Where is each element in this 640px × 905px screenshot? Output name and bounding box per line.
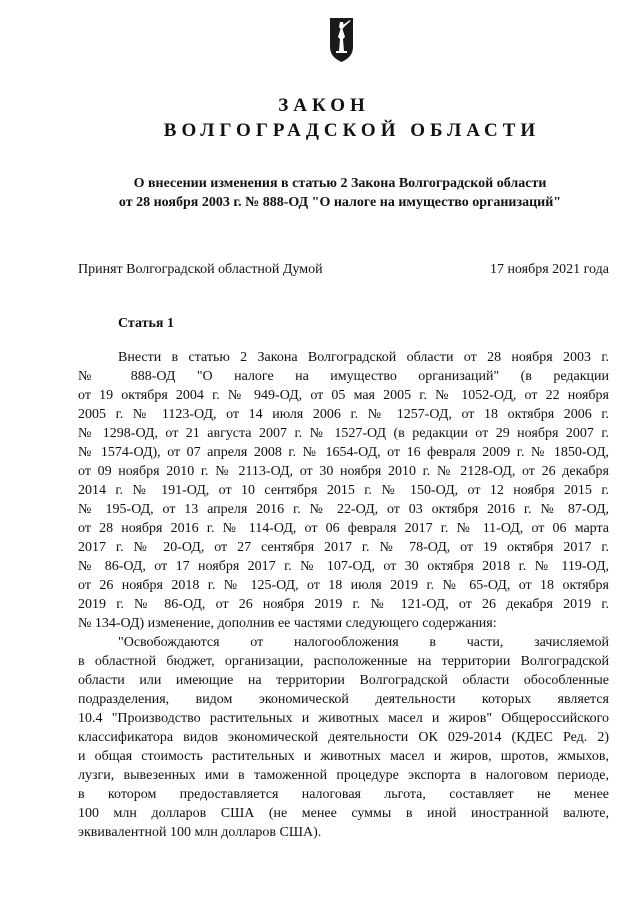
adopted-by-label: Принят Волгоградской областной Думой — [78, 262, 323, 277]
paragraph-line: и общая стоимость растительных и животных масел и жиров, шротов, жмыхов, — [78, 749, 609, 764]
paragraph-line: 100 млн долларов США (не менее суммы в иной иностранной валюте, — [78, 806, 609, 821]
paragraph-line: от 09 ноября 2010 г. № 2113-ОД, от 30 ноября 2010 г. № 2128-ОД, от 26 декабря — [78, 464, 609, 479]
paragraph-line: подразделения, видом экономической деятельности которых является — [78, 692, 609, 707]
coat-of-arms-emblem-icon — [329, 17, 354, 63]
paragraph-line: в котором предоставляется налоговая льгота, составляет не менее — [78, 787, 609, 802]
adoption-date: 17 ноября 2021 года — [489, 262, 609, 277]
paragraph-line: классификатора видов экономической деятельности ОК 029-2014 (КДЕС Ред. 2) — [78, 730, 609, 745]
paragraph-line: 10.4 "Производство растительных и животных масел и жиров" Общероссийского — [78, 711, 609, 726]
paragraph-line: 2019 г. № 86-ОД, от 26 ноября 2019 г. № 121-ОД, от 26 декабря 2019 г. — [78, 597, 609, 612]
paragraph-line: № 888-ОД "О налоге на имущество организаций" (в редакции — [78, 369, 609, 384]
paragraph-line: от 28 ноября 2016 г. № 114-ОД, от 06 февраля 2017 г. № 11-ОД, от 06 марта — [78, 521, 609, 536]
paragraph-line: 2005 г. № 1123-ОД, от 14 июля 2006 г. № 1257-ОД, от 18 октября 2006 г. — [78, 407, 609, 422]
paragraph-line: лузги, вывезенных ими в таможенной процедуре экспорта в налоговом периоде, — [78, 768, 609, 783]
paragraph-line: "Освобождаются от налогообложения в части, зачисляемой — [118, 635, 609, 650]
article-heading: Статья 1 — [118, 316, 174, 331]
paragraph-line: от 19 октября 2004 г. № 949-ОД, от 05 мая 2005 г. № 1052-ОД, от 22 ноября — [78, 388, 609, 403]
paragraph-line: от 26 ноября 2018 г. № 125-ОД, от 18 июля 2019 г. № 65-ОД, от 18 октября — [78, 578, 609, 593]
paragraph-line: Внести в статью 2 Закона Волгоградской области от 28 ноября 2003 г. — [118, 350, 609, 365]
paragraph-line: эквивалентной 100 млн долларов США). — [78, 825, 322, 840]
law-subtitle-line: от 28 ноября 2003 г. № 888-ОД "О налоге на имущество организаций" — [118, 195, 562, 210]
paragraph-line: № 1298-ОД, от 21 августа 2007 г. № 1527-ОД (в редакции от 29 ноября 2007 г. — [78, 426, 609, 441]
paragraph-line: 2017 г. № 20-ОД, от 27 сентября 2017 г. № 78-ОД, от 19 октября 2017 г. — [78, 540, 609, 555]
law-region-title: ВОЛГОГРАДСКОЙ ОБЛАСТИ — [163, 120, 541, 141]
paragraph-line: № 86-ОД, от 17 ноября 2017 г. № 107-ОД, от 30 октября 2018 г. № 119-ОД, — [78, 559, 609, 574]
paragraph-line: в областной бюджет, организации, расположенные на территории Волгоградской — [78, 654, 609, 669]
paragraph-line: № 195-ОД, от 13 апреля 2016 г. № 22-ОД, от 03 октября 2016 г. № 87-ОД, — [78, 502, 609, 517]
paragraph-line: № 1574-ОД), от 07 апреля 2008 г. № 1654-ОД, от 16 февраля 2009 г. № 1850-ОД, — [78, 445, 609, 460]
paragraph-line: № 134-ОД) изменение, дополнив ее частями следующего содержания: — [78, 616, 497, 631]
paragraph-line: 2014 г. № 191-ОД, от 10 сентября 2015 г. № 150-ОД, от 12 ноября 2015 г. — [78, 483, 609, 498]
law-subtitle-line: О внесении изменения в статью 2 Закона Волгоградской области — [133, 176, 547, 191]
law-title: ЗАКОН — [278, 95, 370, 116]
paragraph-line: области или имеющие на территории Волгоградской области обособленные — [78, 673, 609, 688]
